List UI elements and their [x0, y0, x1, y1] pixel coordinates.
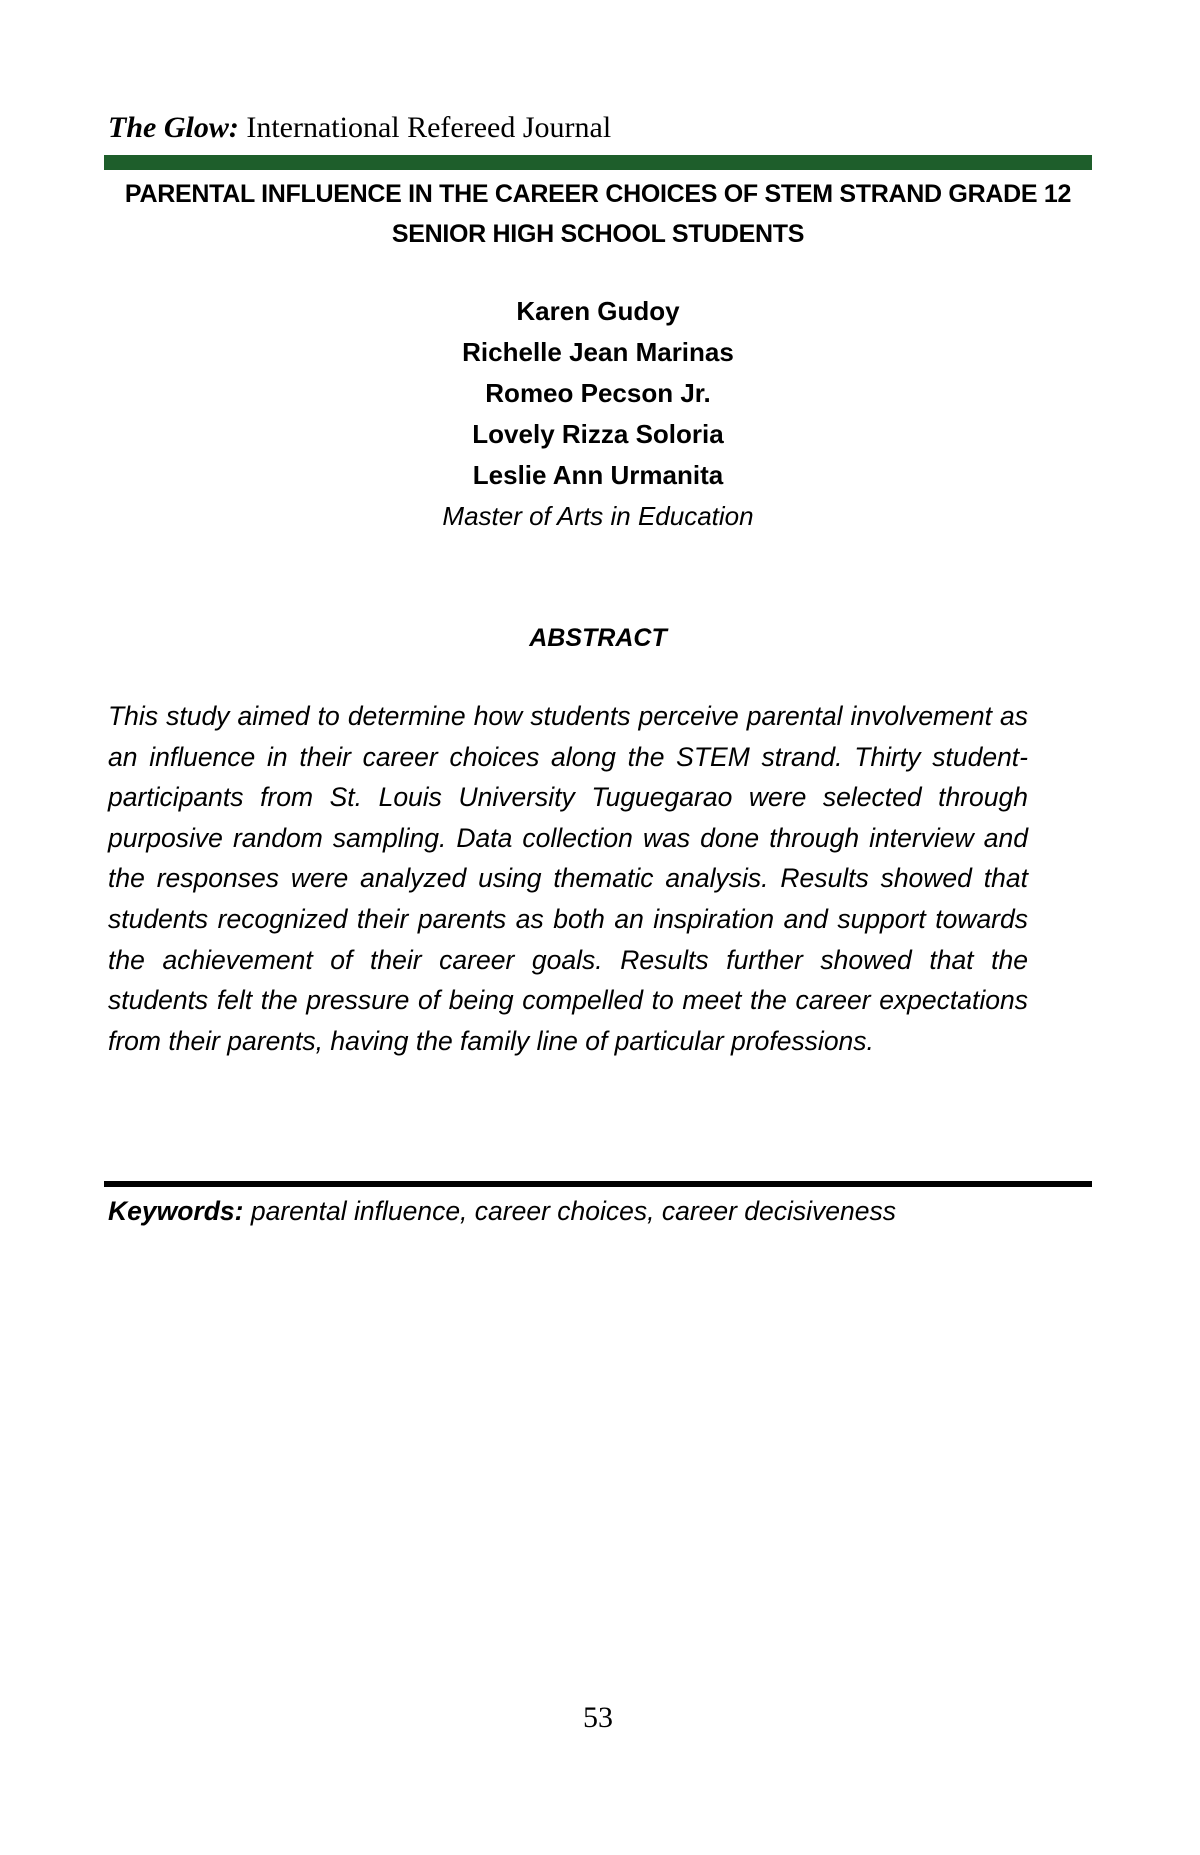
author-name: Karen Gudoy [516, 296, 680, 326]
keywords-list: parental influence, career choices, career decisiveness [243, 1196, 897, 1226]
abstract-heading: ABSTRACT [529, 624, 667, 652]
author-name: Romeo Pecson Jr. [485, 378, 711, 408]
keywords-divider [104, 1181, 1092, 1187]
author-name: Richelle Jean Marinas [462, 337, 734, 367]
author-affiliation: Master of Arts in Education [442, 501, 754, 531]
abstract-body: This study aimed to determine how students perceive parental involvement as an influence in their career choices along the STEM strand. Thirty student-participants from St. Louis University Tuguegarao were selected through purposive random sampling. Data collection was done through interview and the responses were analyzed using thematic analysis. Results showed that students recognized their parents as both an inspiration and support towards the achievement of their career goals. Results further showed that the students felt the pressure of being compelled to meet the career expectations from their parents, having the family line of particular professions. [108, 701, 1028, 1056]
paper-title: PARENTAL INFLUENCE IN THE CAREER CHOICES OF STEM STRAND GRADE 12 SENIOR HIGH SCHOOL STUDENTS [124, 180, 1072, 248]
journal-name: The Glow: [108, 111, 239, 144]
journal-subtitle: International Refereed Journal [238, 111, 612, 144]
author-name: Lovely Rizza Soloria [472, 419, 724, 449]
keywords-line [108, 1191, 1088, 1231]
header-green-rule [104, 155, 1092, 170]
keywords-label: Keywords: [108, 1196, 244, 1226]
author-name: Leslie Ann Urmanita [472, 460, 724, 490]
author-list [104, 291, 1092, 496]
page-number: 53 [583, 1701, 613, 1734]
running-header [108, 108, 611, 148]
